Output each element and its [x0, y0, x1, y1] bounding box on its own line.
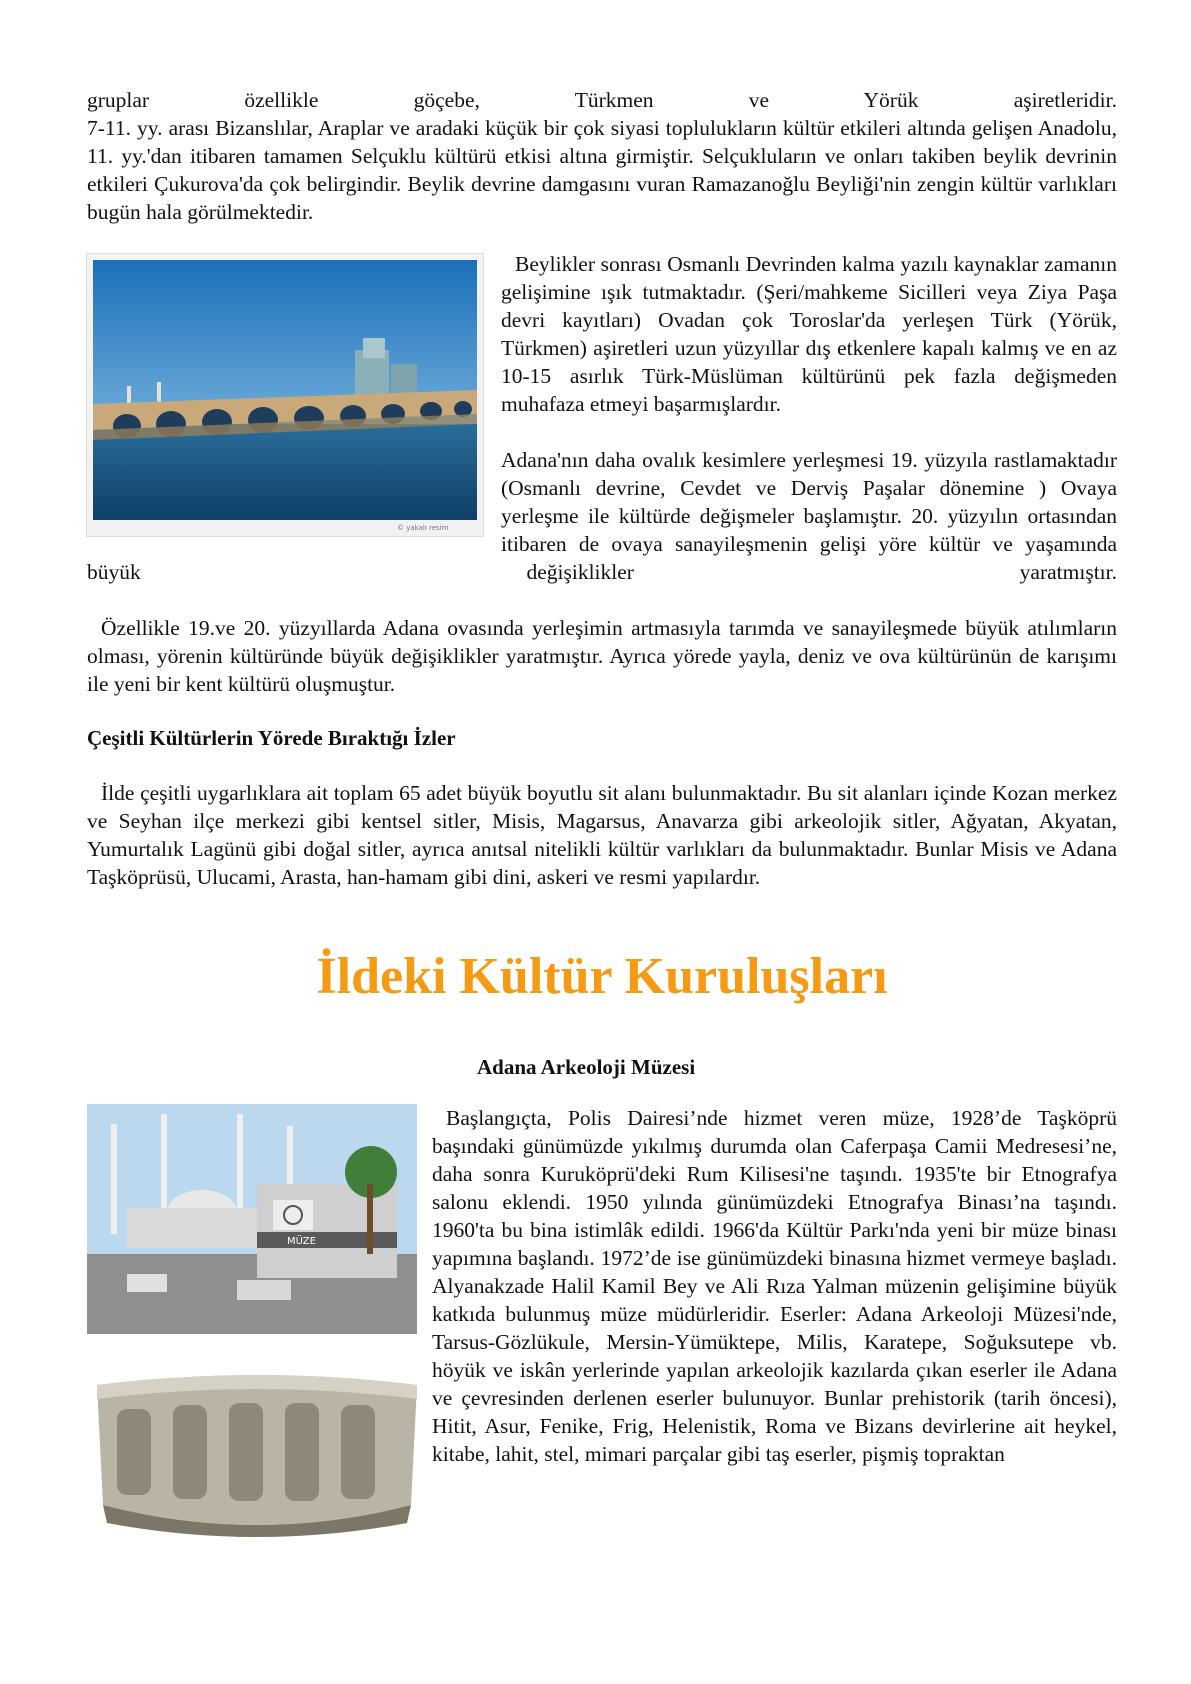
adana-paragraph: Adana'nın daha ovalık kesimlere yerleşmesi 19. yüzyıla rastlamaktadır (Osmanlı devrine, Cevdet ve Derviş Paşalar dönemine ) Ovaya yerleşme ile kültürde değişmeler başlamıştır. 20. yüzyılın ortasından itibaren de ovaya sanayileşmenin gelişi yöre kültür ve yaşamında [501, 448, 1117, 556]
museum-section [87, 1104, 1117, 1544]
museum-text-column [432, 1104, 1117, 1468]
section-title: İldeki Kültür Kuruluşları [316, 948, 888, 1005]
sarcophagus-relief-photo [87, 1355, 427, 1541]
museum-title: Adana Arkeoloji Müzesi [477, 1055, 696, 1079]
top-paragraph: 7-11. yy. arası Bizanslılar, Araplar ve aradaki küçük bir çok siyasi toplulukların kültür etkileri altında gelişen Anadolu, 11. yy.'dan itibaren tamamen Selçuklu kültürü etkisi altına girmiştir. Selçukluların ve onları takiben beylik devrinin etkileri Çukurova'da çok belirgindir. Beylik devrine damgasını vuran Ramazanoğlu Beyliği'nin zengin kültür varlıkları bugün hala görülmektedir. [87, 116, 1117, 224]
museum-images [87, 1104, 427, 1546]
museum-building-photo [87, 1104, 417, 1334]
beylikler-paragraph: Beylikler sonrası Osmanlı Devrinden kalma yazılı kaynaklar zamanın gelişimine ışık tutmaktadır. (Şeri/mahkeme Sicilleri veya Ziya Paşa devri kayıtları) Ovadan çok Toroslar'da yerleşen Türk (Yörük, Türkmen) aşiretleri uzun yüzyıllar dış etkenlere kapalı kalmış ve en az 10-15 asırlık Türk-Müslüman kültürünü pek fazla değişmeden muhafaza etmeyi başarmışlardır. [501, 252, 1117, 416]
document-page [87, 86, 1117, 1544]
bridge-section [87, 250, 1117, 586]
adana-paragraph-last: büyük değişiklikler yaratmıştır. [87, 560, 1117, 584]
stone-bridge-photo [87, 254, 483, 536]
izler-paragraph: İlde çeşitli uygarlıklara ait toplam 65 adet büyük boyutlu sit alanı bulunmaktadır. Bu sit alanları içinde Kozan merkez ve Seyhan ilçe merkezi gibi kentsel sitler, Misis, Magarsus, Anavarza gibi arkeolojik sitler, Ağyatan, Akyatan, Yumurtalık Lagünü gibi doğal sitler, ayrıca anıtsal nitelikli kültür varlıkları da bulunmaktadır. Bunlar Misis ve Adana Taşköprüsü, Ulucami, Arasta, han-hamam gibi dini, askeri ve resmi yapılardır. [87, 781, 1117, 889]
section-heading-izler: Çeşitli Kültürlerin Yörede Bıraktığı İzler [87, 726, 456, 750]
top-paragraph-line1: gruplar özellikle göçebe, Türkmen ve Yörük aşiretleridir. [87, 88, 1117, 112]
museum-paragraph: Başlangıçta, Polis Dairesi’nde hizmet veren müze, 1928’de Taşköprü başındaki günümüzde yıkılmış durumda olan Caferpaşa Camii Medresesi’ne, daha sonra Kuruköprü'deki Rum Kilisesi'ne taşındı. 1935'te bir Etnografya salonu eklendi. 1950 yılında günümüzdeki Etnografya Binası’na taşındı. 1960'ta bu bina istimlâk edildi. 1966'da Kültür Parkı'nda yeni bir müze binası yapımına başlandı. 1972’de ise günümüzdeki binasına hizmet vermeye başladı. Alyanakzade Halil Kamil Bey ve Ali Rıza Yalman müzenin gelişimine büyük katkıda bulunmuş müze müdürleridir. Eserler: Adana Arkeoloji Müzesi'nde, Tarsus-Gözlükule, Mersin-Yümüktepe, Milis, Karatepe, Soğuksutepe vb. höyük ve iskân yerlerinde yapılan arkeolojik kazılarda çıkan eserler ile Adana ve çevresinden derlenen eserler bulunuyor. Bunlar prehistorik (tarih öncesi), Hitit, Asur, Fenike, Frig, Helenistik, Roma ve Bizans devirlerine ait heykel, kitabe, lahit, stel, mimari parçalar gibi taş eserler, pişmiş topraktan [432, 1106, 1117, 1466]
bridge-caption: © yakalı resim [397, 524, 449, 532]
ozellikle-paragraph: Özellikle 19.ve 20. yüzyıllarda Adana ovasında yerleşimin artmasıyla tarımda ve sanayileşmede büyük atılımların olması, yörenin kültüründe büyük değişiklikler yaratmıştır. Ayrıca yörede yayla, deniz ve ova kültürünün de karışımı ile yeni bir kent kültürü oluşmuştur. [87, 616, 1117, 696]
museum-sign: MÜZE [287, 1236, 316, 1247]
